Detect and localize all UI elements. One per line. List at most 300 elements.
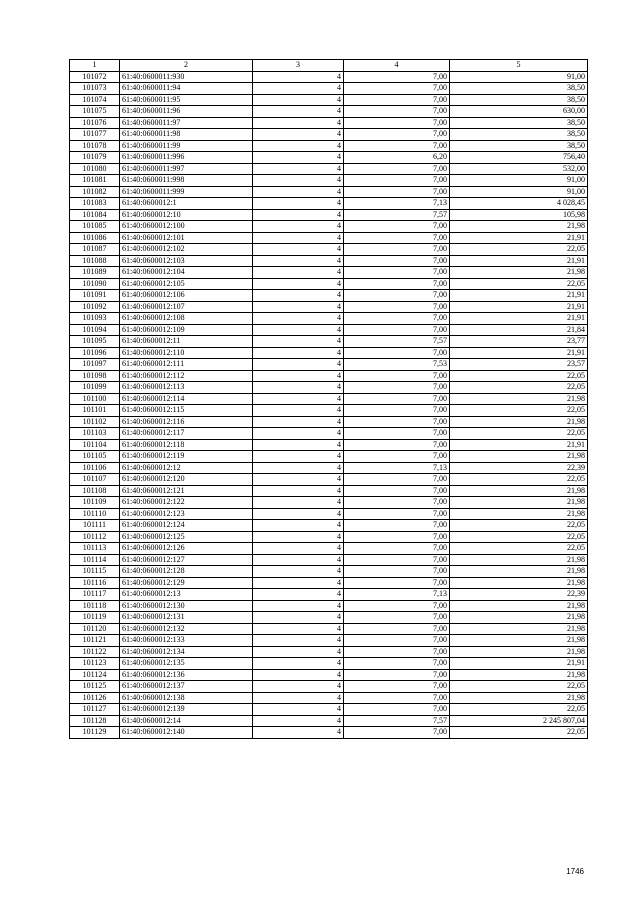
cadastral-number-cell: 61:40:0600012:108 bbox=[120, 313, 253, 325]
cadastral-number-cell: 61:40:0600012:121 bbox=[120, 485, 253, 497]
category-cell: 4 bbox=[253, 715, 344, 727]
row-number-cell: 101108 bbox=[70, 485, 120, 497]
rate-cell: 7,00 bbox=[344, 83, 450, 95]
table-row bbox=[70, 543, 588, 555]
value-cell: 22,05 bbox=[450, 244, 588, 256]
cadastral-number-cell: 61:40:0600011:94 bbox=[120, 83, 253, 95]
table-row bbox=[70, 600, 588, 612]
table-row bbox=[70, 462, 588, 474]
cadastral-number-cell: 61:40:0600012:132 bbox=[120, 623, 253, 635]
table-row bbox=[70, 278, 588, 290]
value-cell: 21,91 bbox=[450, 301, 588, 313]
value-cell: 21,98 bbox=[450, 577, 588, 589]
cadastral-number-cell: 61:40:0600012:104 bbox=[120, 267, 253, 279]
row-number-cell: 101115 bbox=[70, 566, 120, 578]
rate-cell: 7,00 bbox=[344, 669, 450, 681]
table-row bbox=[70, 623, 588, 635]
category-cell: 4 bbox=[253, 462, 344, 474]
header-row bbox=[70, 60, 588, 72]
row-number-cell: 101080 bbox=[70, 163, 120, 175]
rate-cell: 7,00 bbox=[344, 221, 450, 233]
table-row bbox=[70, 71, 588, 83]
cadastral-number-cell: 61:40:0600012:130 bbox=[120, 600, 253, 612]
value-cell: 21,91 bbox=[450, 439, 588, 451]
cadastral-number-cell: 61:40:0600012:135 bbox=[120, 658, 253, 670]
rate-cell: 7,00 bbox=[344, 520, 450, 532]
category-cell: 4 bbox=[253, 508, 344, 520]
rate-cell: 7,00 bbox=[344, 531, 450, 543]
value-cell: 22,05 bbox=[450, 370, 588, 382]
column-header-1: 1 bbox=[70, 60, 120, 72]
rate-cell: 7,13 bbox=[344, 462, 450, 474]
table-row bbox=[70, 83, 588, 95]
table-row bbox=[70, 692, 588, 704]
row-number-cell: 101074 bbox=[70, 94, 120, 106]
cadastral-number-cell: 61:40:0600012:134 bbox=[120, 646, 253, 658]
table-row bbox=[70, 485, 588, 497]
cadastral-number-cell: 61:40:0600012:131 bbox=[120, 612, 253, 624]
value-cell: 38,50 bbox=[450, 129, 588, 141]
cadastral-number-cell: 61:40:0600012:1 bbox=[120, 198, 253, 210]
cadastral-number-cell: 61:40:0600012:127 bbox=[120, 554, 253, 566]
table-row bbox=[70, 313, 588, 325]
row-number-cell: 101086 bbox=[70, 232, 120, 244]
rate-cell: 7,00 bbox=[344, 140, 450, 152]
cadastral-number-cell: 61:40:0600012:102 bbox=[120, 244, 253, 256]
value-cell: 38,50 bbox=[450, 94, 588, 106]
cadastral-number-cell: 61:40:0600012:109 bbox=[120, 324, 253, 336]
value-cell: 21,98 bbox=[450, 485, 588, 497]
category-cell: 4 bbox=[253, 71, 344, 83]
cadastral-number-cell: 61:40:0600011:98 bbox=[120, 129, 253, 141]
value-cell: 22,05 bbox=[450, 681, 588, 693]
row-number-cell: 101094 bbox=[70, 324, 120, 336]
row-number-cell: 101122 bbox=[70, 646, 120, 658]
rate-cell: 7,00 bbox=[344, 658, 450, 670]
category-cell: 4 bbox=[253, 370, 344, 382]
value-cell: 22,05 bbox=[450, 704, 588, 716]
rate-cell: 7,00 bbox=[344, 278, 450, 290]
value-cell: 21,98 bbox=[450, 646, 588, 658]
row-number-cell: 101119 bbox=[70, 612, 120, 624]
column-header-2: 2 bbox=[120, 60, 253, 72]
row-number-cell: 101107 bbox=[70, 474, 120, 486]
value-cell: 21,98 bbox=[450, 497, 588, 509]
rate-cell: 7,00 bbox=[344, 497, 450, 509]
value-cell: 22,39 bbox=[450, 589, 588, 601]
table-row bbox=[70, 244, 588, 256]
category-cell: 4 bbox=[253, 669, 344, 681]
value-cell: 21,91 bbox=[450, 313, 588, 325]
rate-cell: 7,00 bbox=[344, 439, 450, 451]
table-row bbox=[70, 336, 588, 348]
table-row bbox=[70, 681, 588, 693]
value-cell: 21,98 bbox=[450, 508, 588, 520]
category-cell: 4 bbox=[253, 152, 344, 164]
rate-cell: 7,00 bbox=[344, 635, 450, 647]
cadastral-number-cell: 61:40:0600012:14 bbox=[120, 715, 253, 727]
row-number-cell: 101121 bbox=[70, 635, 120, 647]
rate-cell: 7,00 bbox=[344, 692, 450, 704]
category-cell: 4 bbox=[253, 485, 344, 497]
rate-cell: 7,00 bbox=[344, 313, 450, 325]
table-row bbox=[70, 612, 588, 624]
table-row bbox=[70, 290, 588, 302]
cadastral-number-cell: 61:40:0600012:112 bbox=[120, 370, 253, 382]
value-cell: 21,98 bbox=[450, 635, 588, 647]
value-cell: 22,05 bbox=[450, 428, 588, 440]
rate-cell: 7,00 bbox=[344, 393, 450, 405]
row-number-cell: 101111 bbox=[70, 520, 120, 532]
rate-cell: 7,00 bbox=[344, 175, 450, 187]
table-row bbox=[70, 497, 588, 509]
value-cell: 21,98 bbox=[450, 393, 588, 405]
rate-cell: 7,00 bbox=[344, 255, 450, 267]
cadastral-number-cell: 61:40:0600012:119 bbox=[120, 451, 253, 463]
value-cell: 21,84 bbox=[450, 324, 588, 336]
cadastral-number-cell: 61:40:0600012:123 bbox=[120, 508, 253, 520]
table-row bbox=[70, 163, 588, 175]
category-cell: 4 bbox=[253, 175, 344, 187]
cadastral-number-cell: 61:40:0600012:124 bbox=[120, 520, 253, 532]
row-number-cell: 101077 bbox=[70, 129, 120, 141]
rate-cell: 7,00 bbox=[344, 382, 450, 394]
page-number: 1746 bbox=[566, 867, 584, 876]
rate-cell: 7,13 bbox=[344, 198, 450, 210]
value-cell: 22,05 bbox=[450, 727, 588, 739]
row-number-cell: 101117 bbox=[70, 589, 120, 601]
category-cell: 4 bbox=[253, 681, 344, 693]
rate-cell: 7,00 bbox=[344, 543, 450, 555]
cadastral-number-cell: 61:40:0600011:930 bbox=[120, 71, 253, 83]
value-cell: 38,50 bbox=[450, 140, 588, 152]
value-cell: 21,91 bbox=[450, 255, 588, 267]
row-number-cell: 101090 bbox=[70, 278, 120, 290]
category-cell: 4 bbox=[253, 336, 344, 348]
category-cell: 4 bbox=[253, 232, 344, 244]
value-cell: 21,98 bbox=[450, 554, 588, 566]
row-number-cell: 101124 bbox=[70, 669, 120, 681]
cadastral-number-cell: 61:40:0600012:129 bbox=[120, 577, 253, 589]
row-number-cell: 101088 bbox=[70, 255, 120, 267]
cadastral-number-cell: 61:40:0600011:999 bbox=[120, 186, 253, 198]
row-number-cell: 101105 bbox=[70, 451, 120, 463]
table-row bbox=[70, 669, 588, 681]
rate-cell: 7,00 bbox=[344, 186, 450, 198]
cadastral-number-cell: 61:40:0600012:125 bbox=[120, 531, 253, 543]
category-cell: 4 bbox=[253, 140, 344, 152]
table-body bbox=[70, 71, 588, 738]
rate-cell: 7,00 bbox=[344, 508, 450, 520]
table-row bbox=[70, 554, 588, 566]
table-row bbox=[70, 658, 588, 670]
table-row bbox=[70, 405, 588, 417]
table-row bbox=[70, 635, 588, 647]
rate-cell: 7,00 bbox=[344, 485, 450, 497]
table-row bbox=[70, 577, 588, 589]
category-cell: 4 bbox=[253, 589, 344, 601]
category-cell: 4 bbox=[253, 198, 344, 210]
category-cell: 4 bbox=[253, 600, 344, 612]
rate-cell: 7,00 bbox=[344, 451, 450, 463]
table-row bbox=[70, 359, 588, 371]
rate-cell: 7,00 bbox=[344, 94, 450, 106]
table-row bbox=[70, 140, 588, 152]
row-number-cell: 101081 bbox=[70, 175, 120, 187]
value-cell: 532,00 bbox=[450, 163, 588, 175]
cadastral-number-cell: 61:40:0600012:11 bbox=[120, 336, 253, 348]
category-cell: 4 bbox=[253, 520, 344, 532]
row-number-cell: 101091 bbox=[70, 290, 120, 302]
column-header-3: 3 bbox=[253, 60, 344, 72]
row-number-cell: 101073 bbox=[70, 83, 120, 95]
table-row bbox=[70, 106, 588, 118]
rate-cell: 7,00 bbox=[344, 474, 450, 486]
table-row bbox=[70, 324, 588, 336]
rate-cell: 7,00 bbox=[344, 232, 450, 244]
row-number-cell: 101102 bbox=[70, 416, 120, 428]
row-number-cell: 101079 bbox=[70, 152, 120, 164]
value-cell: 22,05 bbox=[450, 520, 588, 532]
value-cell: 38,50 bbox=[450, 117, 588, 129]
category-cell: 4 bbox=[253, 577, 344, 589]
rate-cell: 7,00 bbox=[344, 600, 450, 612]
category-cell: 4 bbox=[253, 324, 344, 336]
rate-cell: 7,53 bbox=[344, 359, 450, 371]
row-number-cell: 101129 bbox=[70, 727, 120, 739]
cadastral-number-cell: 61:40:0600012:128 bbox=[120, 566, 253, 578]
rate-cell: 7,00 bbox=[344, 577, 450, 589]
table-row bbox=[70, 393, 588, 405]
row-number-cell: 101092 bbox=[70, 301, 120, 313]
value-cell: 22,05 bbox=[450, 474, 588, 486]
cadastral-number-cell: 61:40:0600011:96 bbox=[120, 106, 253, 118]
table-row bbox=[70, 439, 588, 451]
category-cell: 4 bbox=[253, 497, 344, 509]
cadastral-number-cell: 61:40:0600012:136 bbox=[120, 669, 253, 681]
category-cell: 4 bbox=[253, 623, 344, 635]
category-cell: 4 bbox=[253, 163, 344, 175]
table-row bbox=[70, 186, 588, 198]
rate-cell: 7,00 bbox=[344, 244, 450, 256]
value-cell: 21,98 bbox=[450, 416, 588, 428]
cadastral-number-cell: 61:40:0600012:103 bbox=[120, 255, 253, 267]
land-plot-table bbox=[69, 59, 588, 739]
category-cell: 4 bbox=[253, 393, 344, 405]
row-number-cell: 101078 bbox=[70, 140, 120, 152]
category-cell: 4 bbox=[253, 117, 344, 129]
category-cell: 4 bbox=[253, 405, 344, 417]
cadastral-number-cell: 61:40:0600011:998 bbox=[120, 175, 253, 187]
rate-cell: 7,00 bbox=[344, 704, 450, 716]
cadastral-number-cell: 61:40:0600012:105 bbox=[120, 278, 253, 290]
row-number-cell: 101110 bbox=[70, 508, 120, 520]
rate-cell: 7,00 bbox=[344, 623, 450, 635]
rate-cell: 7,00 bbox=[344, 290, 450, 302]
category-cell: 4 bbox=[253, 727, 344, 739]
category-cell: 4 bbox=[253, 566, 344, 578]
cadastral-number-cell: 61:40:0600011:95 bbox=[120, 94, 253, 106]
category-cell: 4 bbox=[253, 359, 344, 371]
cadastral-number-cell: 61:40:0600012:118 bbox=[120, 439, 253, 451]
cadastral-number-cell: 61:40:0600012:120 bbox=[120, 474, 253, 486]
row-number-cell: 101114 bbox=[70, 554, 120, 566]
row-number-cell: 101123 bbox=[70, 658, 120, 670]
rate-cell: 7,00 bbox=[344, 163, 450, 175]
value-cell: 105,98 bbox=[450, 209, 588, 221]
cadastral-number-cell: 61:40:0600012:133 bbox=[120, 635, 253, 647]
row-number-cell: 101113 bbox=[70, 543, 120, 555]
value-cell: 21,98 bbox=[450, 692, 588, 704]
value-cell: 22,05 bbox=[450, 405, 588, 417]
table-row bbox=[70, 520, 588, 532]
cadastral-number-cell: 61:40:0600012:13 bbox=[120, 589, 253, 601]
category-cell: 4 bbox=[253, 83, 344, 95]
table-row bbox=[70, 152, 588, 164]
value-cell: 2 245 807,04 bbox=[450, 715, 588, 727]
value-cell: 21,98 bbox=[450, 669, 588, 681]
cadastral-number-cell: 61:40:0600012:107 bbox=[120, 301, 253, 313]
rate-cell: 7,00 bbox=[344, 301, 450, 313]
rate-cell: 7,00 bbox=[344, 129, 450, 141]
table-row bbox=[70, 589, 588, 601]
value-cell: 21,98 bbox=[450, 623, 588, 635]
value-cell: 91,00 bbox=[450, 186, 588, 198]
table-row bbox=[70, 198, 588, 210]
category-cell: 4 bbox=[253, 474, 344, 486]
category-cell: 4 bbox=[253, 278, 344, 290]
row-number-cell: 101085 bbox=[70, 221, 120, 233]
value-cell: 22,05 bbox=[450, 278, 588, 290]
table-row bbox=[70, 117, 588, 129]
row-number-cell: 101093 bbox=[70, 313, 120, 325]
table-row bbox=[70, 370, 588, 382]
value-cell: 21,98 bbox=[450, 612, 588, 624]
value-cell: 21,91 bbox=[450, 290, 588, 302]
rate-cell: 7,00 bbox=[344, 416, 450, 428]
cadastral-number-cell: 61:40:0600012:140 bbox=[120, 727, 253, 739]
row-number-cell: 101072 bbox=[70, 71, 120, 83]
category-cell: 4 bbox=[253, 531, 344, 543]
row-number-cell: 101103 bbox=[70, 428, 120, 440]
cadastral-number-cell: 61:40:0600012:115 bbox=[120, 405, 253, 417]
cadastral-number-cell: 61:40:0600012:111 bbox=[120, 359, 253, 371]
cadastral-number-cell: 61:40:0600012:117 bbox=[120, 428, 253, 440]
row-number-cell: 101125 bbox=[70, 681, 120, 693]
table-row bbox=[70, 416, 588, 428]
rate-cell: 7,57 bbox=[344, 715, 450, 727]
value-cell: 21,98 bbox=[450, 267, 588, 279]
value-cell: 91,00 bbox=[450, 175, 588, 187]
table-row bbox=[70, 267, 588, 279]
category-cell: 4 bbox=[253, 129, 344, 141]
rate-cell: 7,00 bbox=[344, 267, 450, 279]
table-row bbox=[70, 715, 588, 727]
cadastral-number-cell: 61:40:0600012:139 bbox=[120, 704, 253, 716]
rate-cell: 7,00 bbox=[344, 370, 450, 382]
table-row bbox=[70, 175, 588, 187]
row-number-cell: 101087 bbox=[70, 244, 120, 256]
value-cell: 21,91 bbox=[450, 658, 588, 670]
rate-cell: 7,00 bbox=[344, 71, 450, 83]
rate-cell: 7,00 bbox=[344, 117, 450, 129]
rate-cell: 7,00 bbox=[344, 646, 450, 658]
value-cell: 23,77 bbox=[450, 336, 588, 348]
cadastral-number-cell: 61:40:0600012:137 bbox=[120, 681, 253, 693]
table-row bbox=[70, 451, 588, 463]
value-cell: 21,91 bbox=[450, 232, 588, 244]
category-cell: 4 bbox=[253, 106, 344, 118]
rate-cell: 7,00 bbox=[344, 405, 450, 417]
cadastral-number-cell: 61:40:0600012:126 bbox=[120, 543, 253, 555]
value-cell: 21,98 bbox=[450, 566, 588, 578]
row-number-cell: 101120 bbox=[70, 623, 120, 635]
table-row bbox=[70, 566, 588, 578]
row-number-cell: 101095 bbox=[70, 336, 120, 348]
rate-cell: 7,00 bbox=[344, 554, 450, 566]
rate-cell: 7,00 bbox=[344, 106, 450, 118]
value-cell: 22,05 bbox=[450, 531, 588, 543]
value-cell: 21,98 bbox=[450, 451, 588, 463]
value-cell: 38,50 bbox=[450, 83, 588, 95]
row-number-cell: 101101 bbox=[70, 405, 120, 417]
value-cell: 21,91 bbox=[450, 347, 588, 359]
cadastral-number-cell: 61:40:0600012:12 bbox=[120, 462, 253, 474]
row-number-cell: 101096 bbox=[70, 347, 120, 359]
row-number-cell: 101075 bbox=[70, 106, 120, 118]
category-cell: 4 bbox=[253, 313, 344, 325]
table-row bbox=[70, 129, 588, 141]
row-number-cell: 101128 bbox=[70, 715, 120, 727]
cadastral-number-cell: 61:40:0600012:113 bbox=[120, 382, 253, 394]
cadastral-number-cell: 61:40:0600012:100 bbox=[120, 221, 253, 233]
category-cell: 4 bbox=[253, 416, 344, 428]
rate-cell: 7,00 bbox=[344, 347, 450, 359]
category-cell: 4 bbox=[253, 646, 344, 658]
value-cell: 22,39 bbox=[450, 462, 588, 474]
table-row bbox=[70, 474, 588, 486]
category-cell: 4 bbox=[253, 244, 344, 256]
category-cell: 4 bbox=[253, 543, 344, 555]
table-row bbox=[70, 232, 588, 244]
cadastral-number-cell: 61:40:0600011:996 bbox=[120, 152, 253, 164]
category-cell: 4 bbox=[253, 186, 344, 198]
value-cell: 23,57 bbox=[450, 359, 588, 371]
rate-cell: 7,00 bbox=[344, 612, 450, 624]
row-number-cell: 101076 bbox=[70, 117, 120, 129]
table-row bbox=[70, 347, 588, 359]
cadastral-number-cell: 61:40:0600012:122 bbox=[120, 497, 253, 509]
row-number-cell: 101098 bbox=[70, 370, 120, 382]
table-row bbox=[70, 255, 588, 267]
rate-cell: 7,00 bbox=[344, 681, 450, 693]
value-cell: 630,00 bbox=[450, 106, 588, 118]
category-cell: 4 bbox=[253, 439, 344, 451]
rate-cell: 7,57 bbox=[344, 209, 450, 221]
row-number-cell: 101104 bbox=[70, 439, 120, 451]
rate-cell: 7,57 bbox=[344, 336, 450, 348]
category-cell: 4 bbox=[253, 267, 344, 279]
category-cell: 4 bbox=[253, 347, 344, 359]
row-number-cell: 101097 bbox=[70, 359, 120, 371]
column-header-4: 4 bbox=[344, 60, 450, 72]
rate-cell: 6,20 bbox=[344, 152, 450, 164]
rate-cell: 7,13 bbox=[344, 589, 450, 601]
category-cell: 4 bbox=[253, 255, 344, 267]
rate-cell: 7,00 bbox=[344, 727, 450, 739]
table-row bbox=[70, 531, 588, 543]
value-cell: 91,00 bbox=[450, 71, 588, 83]
